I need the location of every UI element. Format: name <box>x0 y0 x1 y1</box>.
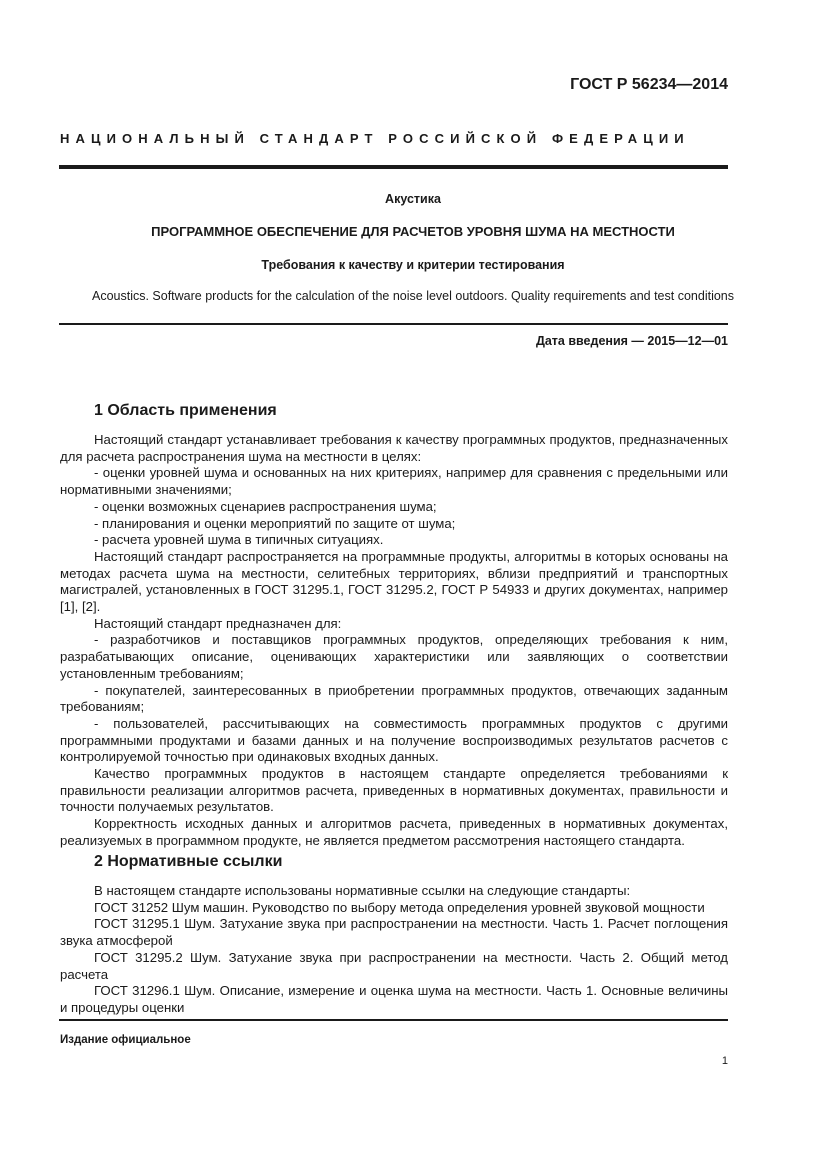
reference-item: ГОСТ 31296.1 Шум. Описание, измерение и оценка шума на местности. Часть 1. Основные величины и процедуры оценки <box>60 983 728 1015</box>
introduction-date: Дата введения — 2015—12—01 <box>535 334 728 348</box>
reference-item: ГОСТ 31252 Шум машин. Руководство по выбору метода определения уровней звуковой мощности <box>94 899 705 915</box>
list-item: - разработчиков и поставщиков программных продуктов, определяющих требования к ним, разрабатывающих описание, оценивающих характеристики или заявляющих о соответствии установленным требованиям; <box>60 632 728 681</box>
section-1-body <box>60 432 728 850</box>
section-2-heading: 2 Нормативные ссылки <box>94 853 283 870</box>
section-2-body <box>60 883 728 1017</box>
list-item: - планирования и оценки мероприятий по защите от шума; <box>94 515 456 531</box>
list-item: - оценки уровней шума и основанных на них критериях, например для сравнения с предельными или нормативными значениями; <box>60 465 728 498</box>
paragraph: В настоящем стандарте использованы нормативные ссылки на следующие стандарты: <box>94 883 631 898</box>
header-divider <box>59 165 728 169</box>
paragraph: Настоящий стандарт предназначен для: <box>94 615 342 631</box>
list-item: - покупателей, заинтересованных в приобретении программных продуктов, отвечающих заданным требованиям; <box>60 682 728 715</box>
list-item: - оценки возможных сценариев распространения шума; <box>94 498 437 514</box>
paragraph: Корректность исходных данных и алгоритмов расчета, приведенных в нормативных документах, реализуемых в программном продукте, не является предметом рассмотрения настоящего стандарта. <box>60 816 728 848</box>
title-divider <box>59 323 728 325</box>
topic-title: Акустика <box>385 192 441 206</box>
official-edition-label: Издание официальное <box>60 1034 191 1046</box>
list-item: - расчета уровней шума в типичных ситуациях. <box>94 532 384 548</box>
reference-item: ГОСТ 31295.2 Шум. Затухание звука при распространении на местности. Часть 2. Общий метод расчета <box>60 949 728 982</box>
page-number: 1 <box>721 1055 728 1067</box>
national-standard-title: НАЦИОНАЛЬНЫЙ СТАНДАРТ РОССИЙСКОЙ ФЕДЕРАЦИИ <box>60 131 690 146</box>
list-item: - пользователей, рассчитывающих на совместимость программных продуктов с другими программными продуктами и базами данных и на получение воспроизводимых результатов расчетов с контролируемой точностью при одинаковых входных данных. <box>60 715 728 765</box>
section-1-heading: 1 Область применения <box>94 402 277 419</box>
paragraph: Настоящий стандарт распространяется на программные продукты, алгоритмы в которых основаны на методах расчета шума на местности, селитебных территориях, вблизи предприятий и транспортных магистралей, установленных в ГОСТ 31295.1, ГОСТ 31295.2, ГОСТ Р 54933 и других документах, например [1], [2]. <box>60 548 728 615</box>
paragraph: Качество программных продуктов в настоящем стандарте определяется требованиями к правильности реализации алгоритмов расчета, приведенных в нормативных документах, правильности и точности получаемых результатов. <box>60 766 728 815</box>
paragraph: Настоящий стандарт устанавливает требования к качеству программных продуктов, предназначенных для расчета распространения шума на местности в целях: <box>60 432 728 464</box>
english-title: Acoustics. Software products for the calculation of the noise level outdoors. Quality requirements and test conditions <box>91 289 734 303</box>
standard-code: ГОСТ Р 56234—2014 <box>570 76 728 93</box>
subtitle: Требования к качеству и критерии тестирования <box>261 258 565 272</box>
reference-item: ГОСТ 31295.1 Шум. Затухание звука при распространении на местности. Часть 1. Расчет поглощения звука атмосферой <box>60 916 728 949</box>
main-title: ПРОГРАММНОЕ ОБЕСПЕЧЕНИЕ ДЛЯ РАСЧЕТОВ УРОВНЯ ШУМА НА МЕСТНОСТИ <box>151 224 675 239</box>
footer-divider <box>59 1019 728 1021</box>
